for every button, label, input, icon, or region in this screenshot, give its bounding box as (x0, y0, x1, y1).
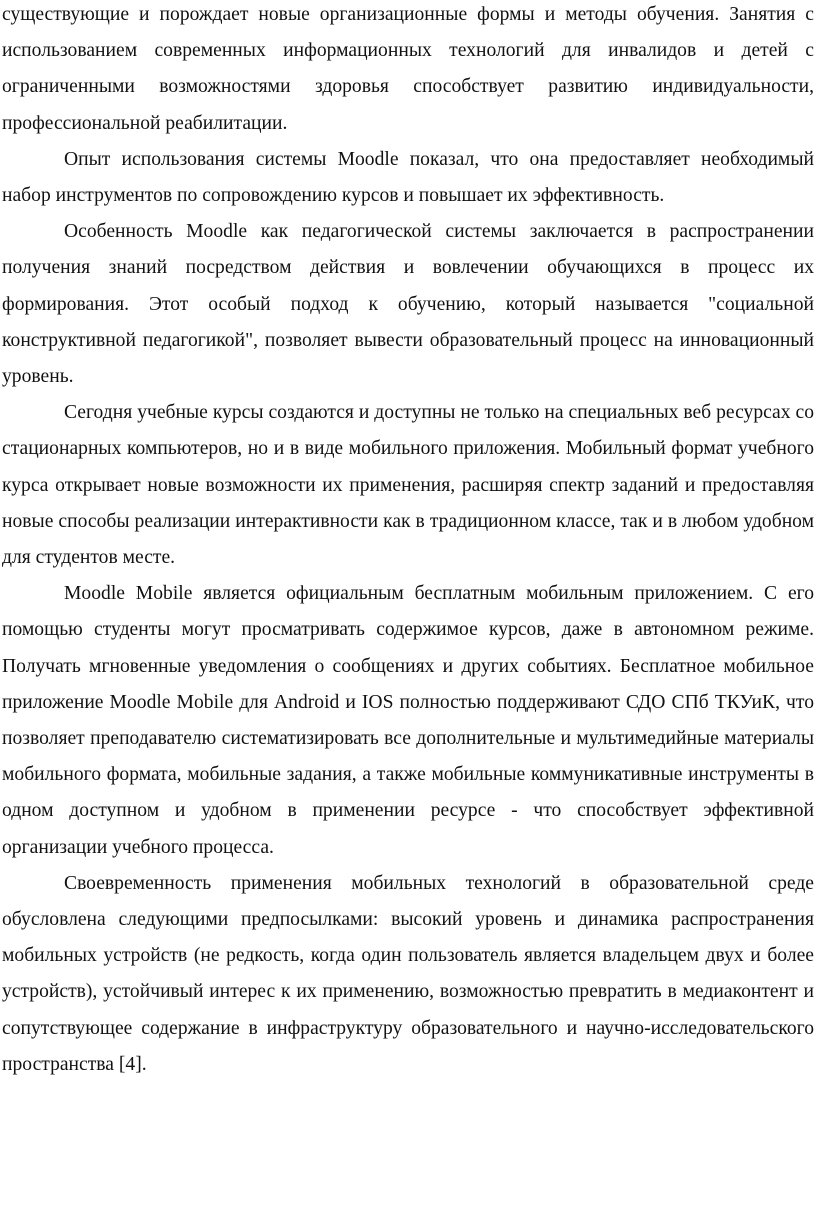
paragraph-moodle-mobile: Moodle Mobile является официальным бесплатным мобильным приложением. С его помощью студенты могут просматривать содержимое курсов, даже в автономном режиме. Получать мгновенные уведомления о сообщениях и других событиях. Бесплатное мобильное приложение Moodle Mobile для Android и IOS полностью поддерживают СДО СПб ТКУиК, что позволяет преподавателю систематизировать все дополнительные и мультимедийные материалы мобильного формата, мобильные задания, а также мобильные коммуникативные инструменты в одном доступном и удобном в применении ресурсе - что способствует эффективной организации учебного процесса. (2, 583, 814, 858)
paragraph-mobile-technologies: Своевременность применения мобильных технологий в образовательной среде обусловлена следующими предпосылками: высокий уровень и динамика распространения мобильных устройств (не редкость, когда один пользователь является владельцем двух и более устройств), устойчивый интерес к их применению, возможностью превратить в медиаконтент и сопутствующее содержание в инфраструктуру образовательного и научно-исследовательского пространства [4]. (2, 872, 814, 1075)
paragraph-mobile-courses: Сегодня учебные курсы создаются и доступны не только на специальных веб ресурсах со стационарных компьютеров, но и в виде мобильного приложения. Мобильный формат учебного курса открывает новые возможности их применения, расширяя спектр заданий и предоставляя новые способы реализации интерактивности как в традиционном классе, так и в любом удобном для студентов месте. (2, 402, 814, 569)
paragraph-moodle-experience: Опыт использования системы Moodle показал, что она предоставляет необходимый набор инструментов по сопровождению курсов и повышает их эффективность. (2, 148, 814, 207)
paragraph-moodle-pedagogy: Особенность Moodle как педагогической системы заключается в распространении получения знаний посредством действия и вовлечении обучающихся в процесс их формирования. Этот особый подход к обучению, который называется "социальной конструктивной педагогикой", позволяет вывести образовательный процесс на инновационный уровень. (2, 221, 814, 388)
paragraph-continuation: существующие и порождает новые организационные формы и методы обучения. Занятия с использованием современных информационных технологий для инвалидов и детей с ограниченными возможностями здоровья способствует развитию индивидуальности, профессиональной реабилитации. (2, 4, 814, 134)
document-body (2, 0, 814, 1083)
